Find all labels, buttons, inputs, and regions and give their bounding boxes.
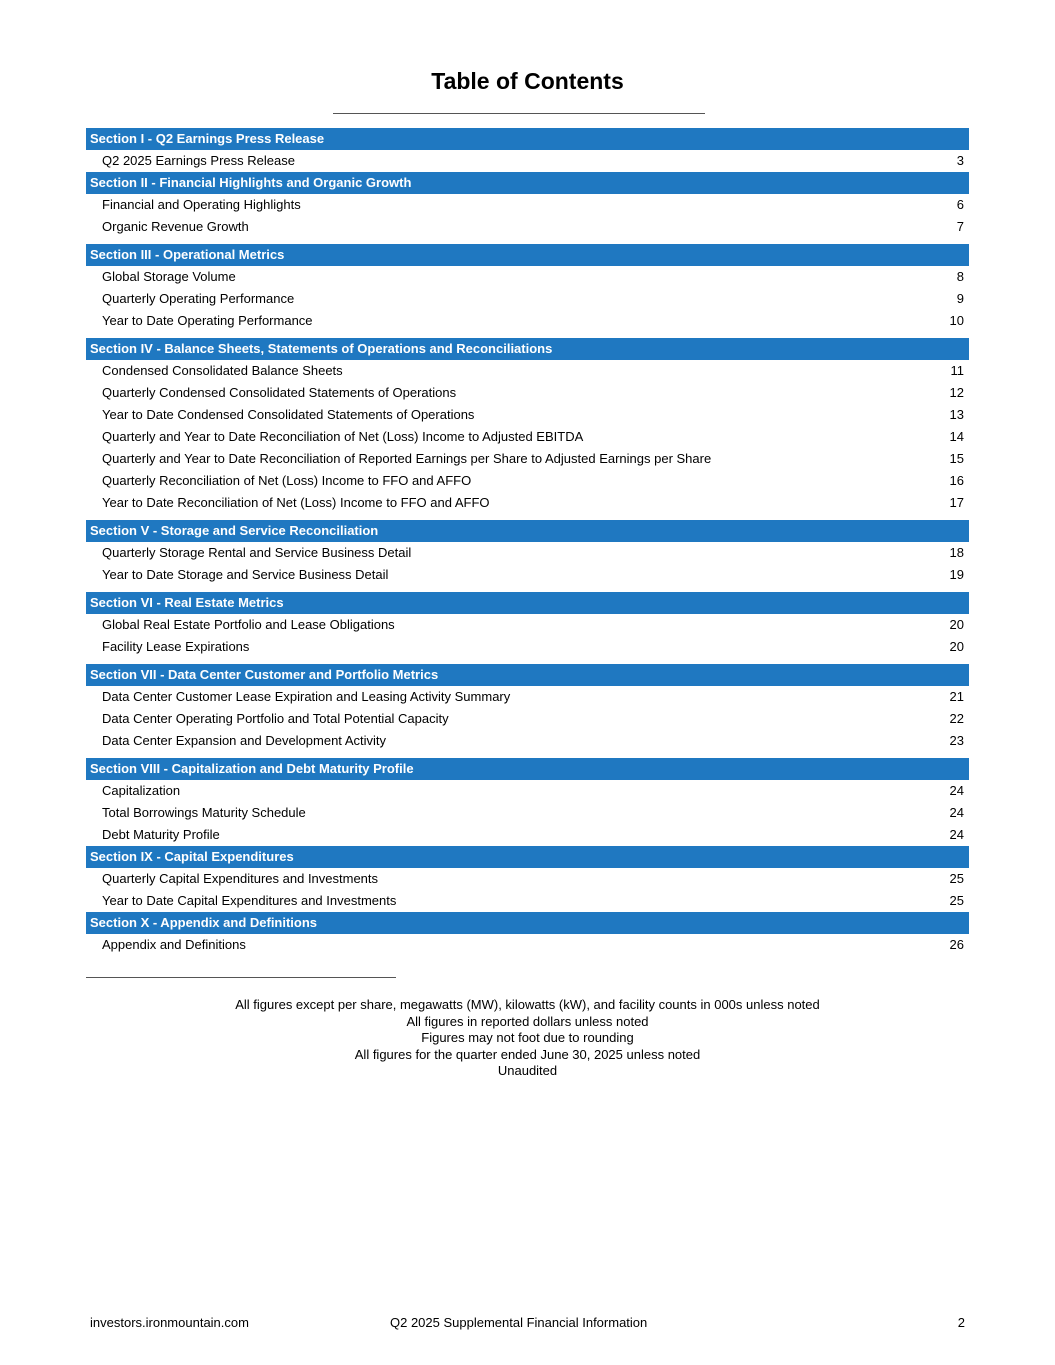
toc-entry[interactable] [86, 730, 969, 752]
footer-document-title: Q2 2025 Supplemental Financial Information [390, 1315, 648, 1330]
toc-entry-page-number: 26 [949, 937, 964, 952]
toc-entry-page-number: 20 [949, 639, 964, 654]
toc-entry-page-number: 25 [949, 893, 964, 908]
table-of-contents [86, 128, 969, 956]
toc-entry[interactable] [86, 360, 969, 382]
toc-section [86, 128, 969, 172]
toc-entry-label: Organic Revenue Growth [102, 219, 249, 234]
toc-entry[interactable] [86, 288, 969, 310]
section-header[interactable]: Section II - Financial Highlights and Organic Growth [86, 172, 969, 194]
toc-section [86, 664, 969, 752]
toc-entry-label: Quarterly Storage Rental and Service Business Detail [102, 545, 412, 560]
toc-entry-page-number: 15 [949, 451, 964, 466]
toc-entry[interactable] [86, 404, 969, 426]
toc-entry-label: Condensed Consolidated Balance Sheets [102, 363, 343, 378]
toc-section [86, 338, 969, 514]
section-header[interactable]: Section III - Operational Metrics [86, 244, 969, 266]
toc-entry-label: Total Borrowings Maturity Schedule [102, 805, 306, 820]
footer-page-number: 2 [957, 1315, 965, 1330]
toc-entry[interactable] [86, 802, 969, 824]
toc-entry[interactable] [86, 780, 969, 802]
section-header[interactable]: Section I - Q2 Earnings Press Release [86, 128, 969, 150]
toc-entry[interactable] [86, 470, 969, 492]
toc-entry[interactable] [86, 194, 969, 216]
toc-section [86, 592, 969, 658]
toc-entry[interactable] [86, 542, 969, 564]
toc-entry-page-number: 17 [949, 495, 964, 510]
section-header[interactable]: Section X - Appendix and Definitions [86, 912, 969, 934]
toc-entry[interactable] [86, 564, 969, 586]
toc-section [86, 758, 969, 846]
notes-divider [86, 977, 396, 978]
section-header[interactable]: Section VI - Real Estate Metrics [86, 592, 969, 614]
toc-entry-page-number: 3 [956, 153, 964, 168]
footer-website-link[interactable]: investors.ironmountain.com [90, 1315, 249, 1330]
toc-entry-label: Year to Date Reconciliation of Net (Loss) Income to FFO and AFFO [102, 495, 490, 510]
toc-entry-label: Year to Date Capital Expenditures and Investments [102, 893, 397, 908]
toc-entry-label: Quarterly Reconciliation of Net (Loss) Income to FFO and AFFO [102, 473, 472, 488]
page-footer [0, 1315, 1055, 1331]
toc-entry[interactable] [86, 382, 969, 404]
toc-entry-page-number: 19 [949, 567, 964, 582]
toc-entry-label: Financial and Operating Highlights [102, 197, 301, 212]
toc-entry-page-number: 16 [949, 473, 964, 488]
toc-entry-page-number: 24 [949, 827, 964, 842]
toc-entry[interactable] [86, 824, 969, 846]
toc-entry-page-number: 6 [956, 197, 964, 212]
note-line: Figures may not foot due to rounding [421, 1030, 634, 1045]
note-line: All figures for the quarter ended June 30, 2025 unless noted [354, 1046, 701, 1062]
toc-entry[interactable] [86, 934, 969, 956]
section-header[interactable]: Section V - Storage and Service Reconciliation [86, 520, 969, 542]
notes-block [0, 997, 1055, 1080]
toc-entry[interactable] [86, 448, 969, 470]
toc-entry-page-number: 24 [949, 783, 964, 798]
toc-entry[interactable] [86, 890, 969, 912]
toc-entry-label: Year to Date Operating Performance [102, 313, 313, 328]
toc-entry-label: Data Center Expansion and Development Activity [102, 733, 386, 748]
toc-section [86, 846, 969, 912]
toc-entry-label: Data Center Customer Lease Expiration and Leasing Activity Summary [102, 689, 511, 704]
toc-entry[interactable] [86, 614, 969, 636]
title-divider [333, 113, 705, 114]
toc-entry-label: Quarterly Condensed Consolidated Statements of Operations [102, 385, 457, 400]
toc-entry-page-number: 22 [949, 711, 964, 726]
note-line: All figures except per share, megawatts (MW), kilowatts (kW), and facility counts in 000s unless noted [235, 997, 820, 1012]
toc-entry[interactable] [86, 868, 969, 890]
toc-entry-label: Facility Lease Expirations [102, 639, 250, 654]
toc-entry-page-number: 9 [956, 291, 964, 306]
toc-entry-label: Quarterly Operating Performance [102, 291, 295, 306]
toc-entry-label: Q2 2025 Earnings Press Release [102, 153, 295, 168]
toc-entry[interactable] [86, 266, 969, 288]
toc-entry-page-number: 25 [949, 871, 964, 886]
toc-entry[interactable] [86, 150, 969, 172]
toc-entry-label: Data Center Operating Portfolio and Total Potential Capacity [102, 711, 449, 726]
toc-entry-page-number: 8 [956, 269, 964, 284]
toc-entry-label: Global Storage Volume [102, 269, 236, 284]
toc-entry-label: Global Real Estate Portfolio and Lease Obligations [102, 617, 395, 632]
toc-entry[interactable] [86, 310, 969, 332]
toc-entry-label: Debt Maturity Profile [102, 827, 220, 842]
toc-entry-page-number: 12 [949, 385, 964, 400]
toc-entry-page-number: 18 [949, 545, 964, 560]
toc-entry-page-number: 7 [956, 219, 964, 234]
toc-entry-page-number: 13 [949, 407, 964, 422]
toc-entry[interactable] [86, 216, 969, 238]
toc-entry[interactable] [86, 426, 969, 448]
toc-entry-label: Capitalization [102, 783, 181, 798]
page-title: Table of Contents [431, 68, 624, 94]
section-header[interactable]: Section VII - Data Center Customer and Portfolio Metrics [86, 664, 969, 686]
note-line: Unaudited [497, 1063, 558, 1078]
section-header[interactable]: Section VIII - Capitalization and Debt Maturity Profile [86, 758, 969, 780]
toc-entry[interactable] [86, 708, 969, 730]
toc-section [86, 520, 969, 586]
toc-entry-page-number: 10 [949, 313, 964, 328]
toc-entry-label: Quarterly Capital Expenditures and Investments [102, 871, 379, 886]
section-header[interactable]: Section IX - Capital Expenditures [86, 846, 969, 868]
toc-entry-label: Year to Date Storage and Service Business Detail [102, 567, 389, 582]
toc-section [86, 912, 969, 956]
note-line: All figures in reported dollars unless noted [406, 1013, 649, 1029]
toc-entry-page-number: 20 [949, 617, 964, 632]
toc-entry-label: Appendix and Definitions [102, 937, 246, 952]
toc-entry[interactable] [86, 492, 969, 514]
toc-entry-page-number: 24 [949, 805, 964, 820]
toc-entry-page-number: 23 [949, 733, 964, 748]
toc-entry-label: Quarterly and Year to Date Reconciliation of Net (Loss) Income to Adjusted EBITDA [102, 429, 584, 444]
toc-section [86, 172, 969, 238]
toc-entry-label: Year to Date Condensed Consolidated Statements of Operations [102, 407, 475, 422]
toc-entry-page-number: 21 [949, 689, 964, 704]
section-header[interactable]: Section IV - Balance Sheets, Statements of Operations and Reconciliations [86, 338, 969, 360]
toc-entry-page-number: 14 [949, 429, 964, 444]
toc-entry-page-number: 11 [950, 363, 964, 378]
toc-entry[interactable] [86, 636, 969, 658]
toc-entry[interactable] [86, 686, 969, 708]
toc-section [86, 244, 969, 332]
toc-entry-label: Quarterly and Year to Date Reconciliation of Reported Earnings per Share to Adjusted Earnings per Share [102, 451, 712, 466]
